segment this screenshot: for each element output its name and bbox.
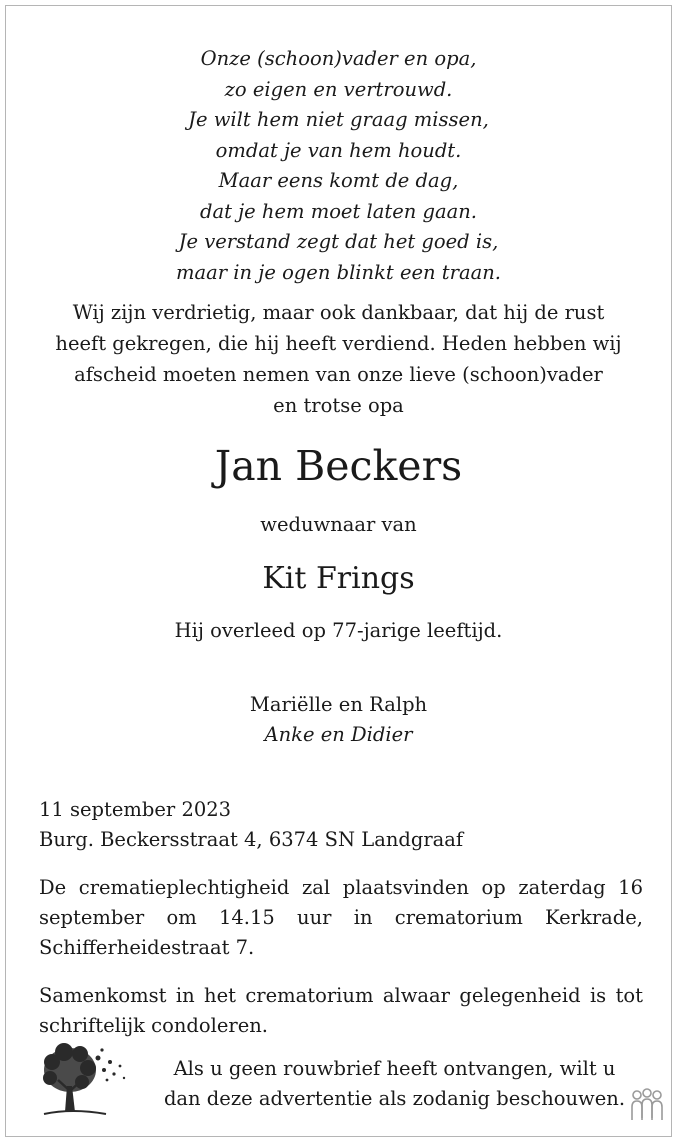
intro-text [36,297,641,421]
closing-text [148,1054,641,1114]
deceased-name: Jan Beckers [214,442,463,490]
intro-line: en trotse opa [273,394,404,417]
poem-line: maar in je ogen blinkt een traan. [176,260,501,284]
intro-line: afscheid moeten nemen van onze lieve (schoon)vader [74,363,603,386]
intro-line: heeft gekregen, die hij heeft verdiend. Heden hebben wij [55,332,622,355]
poem-line: Je wilt hem niet graag missen, [188,108,489,131]
people-logo-icon [630,1088,664,1124]
date-text: 11 september 2023 [39,798,232,821]
partner-name: Kit Frings [262,561,415,596]
poem-line: Je verstand zegt dat het goed is, [178,230,499,253]
age-text: Hij overleed op 77-jarige leeftijd. [174,619,503,642]
address-text: Burg. Beckersstraat 4, 6374 SN Landgraaf [39,828,464,851]
family-line-2: Anke en Didier [264,723,413,746]
gathering-text: Samenkomst in het crematorium alwaar gelegenheid is tot schriftelijk condoleren. [39,984,643,1037]
ceremony-text: De crematieplechtigheid zal plaatsvinden op zaterdag 16 september om 14.15 uur in crematorium Kerkrade, Schifferheidestraat 7. [39,876,643,959]
closing-line: Als u geen rouwbrief heeft ontvangen, wilt u [173,1057,616,1080]
poem-line: dat je hem moet laten gaan. [199,199,477,223]
family-names [0,690,677,750]
poem-line: Onze (schoon)vader en opa, [200,47,477,70]
poem-line: omdat je van hem houdt. [215,138,462,162]
intro-line: Wij zijn verdrietig, maar ook dankbaar, dat hij de rust [72,301,605,324]
poem [0,44,677,288]
relation-text: weduwnaar van [260,513,417,536]
family-line-1: Mariëlle en Ralph [249,693,428,716]
tree-icon [36,1040,132,1122]
poem-line: Maar eens komt de dag, [218,169,459,192]
closing-line: dan deze advertentie als zodanig beschouwen. [163,1087,626,1110]
poem-line: zo eigen en vertrouwd. [224,77,453,101]
details-section [39,795,643,1059]
